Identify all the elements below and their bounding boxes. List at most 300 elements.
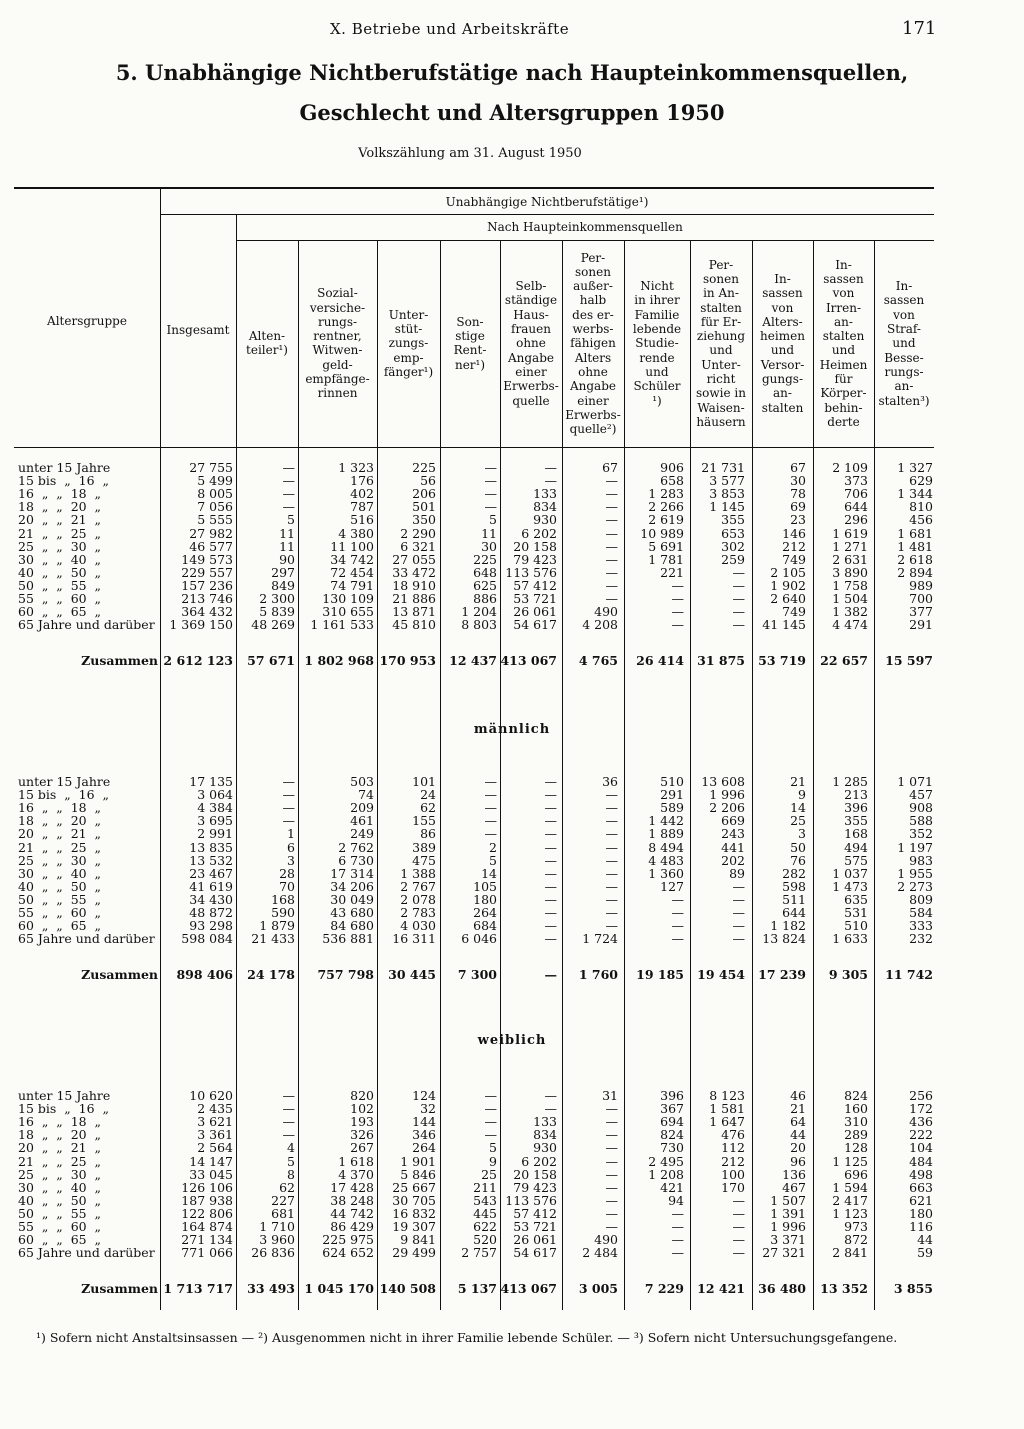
- table-cell: —: [605, 1153, 618, 1169]
- total-cell: 19 454: [697, 967, 745, 983]
- table-cell: 5: [287, 512, 295, 528]
- total-cell: 7 229: [644, 1281, 684, 1297]
- table-cell: 8 005: [197, 486, 233, 502]
- table-cell: 1 197: [897, 839, 933, 855]
- table-cell: 834: [533, 499, 557, 515]
- table-cell: —: [732, 577, 745, 593]
- table-cell: 13 871: [392, 604, 436, 620]
- table-cell: —: [732, 1219, 745, 1234]
- table-cell: 213 746: [181, 591, 233, 606]
- total-cell: 15 597: [885, 653, 933, 669]
- table-cell: 76: [790, 852, 806, 868]
- column-header-line: frauen: [511, 322, 551, 337]
- total-cell: 33 493: [247, 1281, 295, 1297]
- header-rule-2: [236, 240, 934, 241]
- table-cell: 2 762: [338, 839, 374, 855]
- table-cell: —: [671, 591, 684, 606]
- age-group-label: 20 „ „ 21 „: [18, 512, 102, 528]
- total-cell: 12 437: [449, 653, 497, 669]
- table-cell: 355: [721, 512, 745, 528]
- table-cell: 2 618: [897, 551, 933, 567]
- table-cell: 1 382: [832, 604, 868, 620]
- age-group-label: 60 „ „ 65 „: [18, 1232, 102, 1248]
- total-cell: 26 414: [636, 653, 684, 669]
- table-cell: 622: [473, 1219, 497, 1234]
- table-cell: 96: [790, 1153, 806, 1169]
- table-cell: 1 647: [709, 1114, 745, 1130]
- table-cell: 8 494: [648, 839, 684, 855]
- table-cell: 4 208: [582, 617, 618, 633]
- column-header: [160, 323, 236, 337]
- table-cell: 202: [721, 852, 745, 868]
- table-cell: 9: [798, 787, 806, 803]
- table-cell: 2 640: [770, 591, 806, 606]
- table-cell: 484: [909, 1153, 933, 1169]
- table-cell: 510: [844, 918, 868, 934]
- column-header-line: stalten: [822, 329, 865, 344]
- table-cell: —: [544, 826, 557, 842]
- table-cell: —: [282, 1088, 295, 1103]
- table-cell: 62: [279, 1179, 295, 1195]
- total-cell: 36 480: [758, 1281, 806, 1297]
- table-cell: 644: [782, 905, 806, 920]
- table-cell: 53 721: [513, 591, 557, 606]
- table-cell: 310: [844, 1114, 868, 1130]
- table-cell: 8 123: [709, 1088, 745, 1103]
- section-label-männlich: männlich: [473, 722, 551, 737]
- table-cell: 4 030: [400, 918, 436, 934]
- table-cell: —: [544, 918, 557, 934]
- table-cell: —: [484, 774, 497, 789]
- table-cell: 629: [909, 473, 933, 489]
- table-cell: 700: [909, 591, 933, 606]
- table-cell: 291: [660, 787, 684, 803]
- table-cell: 17 428: [330, 1179, 374, 1195]
- table-cell: —: [544, 774, 557, 789]
- column-header-line: ohne: [516, 336, 546, 351]
- table-cell: 2 619: [648, 512, 684, 528]
- table-cell: 3 577: [709, 473, 745, 489]
- table-cell: 3 371: [770, 1232, 806, 1248]
- table-cell: —: [671, 1245, 684, 1261]
- table-cell: —: [732, 891, 745, 907]
- table-cell: 1 879: [259, 918, 295, 934]
- table-cell: —: [671, 905, 684, 920]
- table-cell: —: [484, 1101, 497, 1117]
- age-group-label: 50 „ „ 55 „: [18, 1205, 102, 1221]
- table-cell: —: [544, 800, 557, 816]
- table-cell: 1 204: [461, 604, 497, 620]
- age-group-label: unter 15 Jahre: [18, 460, 111, 475]
- table-cell: 2 300: [259, 591, 295, 606]
- table-cell: 213: [844, 787, 868, 803]
- table-cell: —: [544, 1101, 557, 1117]
- column-header-line: Selb-: [515, 279, 547, 294]
- column-header-line: einer: [515, 364, 547, 379]
- table-cell: 476: [721, 1127, 745, 1143]
- table-cell: 100: [721, 1166, 745, 1182]
- table-cell: —: [732, 878, 745, 894]
- table-cell: 168: [271, 891, 295, 907]
- table-cell: 67: [602, 460, 618, 475]
- table-cell: 4 380: [338, 525, 374, 541]
- total-cell: 413 067: [500, 1281, 557, 1297]
- column-header-line: In-: [835, 257, 852, 272]
- table-cell: 69: [790, 499, 806, 515]
- table-cell: 872: [844, 1232, 868, 1248]
- column-header-line: Rent-: [453, 343, 487, 358]
- table-cell: 267: [350, 1140, 374, 1156]
- table-cell: 3 853: [709, 486, 745, 502]
- table-cell: 243: [721, 826, 745, 842]
- table-cell: 212: [782, 538, 806, 554]
- table-cell: 62: [420, 800, 436, 816]
- table-cell: 1 125: [832, 1153, 868, 1169]
- total-cell: 2 612 123: [163, 653, 233, 669]
- table-cell: 30: [481, 538, 497, 554]
- table-cell: —: [282, 1127, 295, 1143]
- table-cell: 122 806: [181, 1205, 233, 1221]
- table-cell: 104: [909, 1140, 933, 1156]
- table-cell: 16 832: [392, 1205, 436, 1221]
- table-cell: 27 321: [762, 1245, 806, 1261]
- column-header-line: ziehung: [696, 329, 746, 344]
- table-cell: 1 327: [897, 460, 933, 475]
- total-cell: 5 137: [457, 1281, 497, 1297]
- table-cell: 113 576: [505, 1192, 557, 1208]
- table-cell: 1 123: [832, 1205, 868, 1221]
- column-header-line: Haus-: [513, 307, 549, 322]
- table-cell: 2 631: [832, 551, 868, 567]
- table-cell: 9 841: [400, 1232, 436, 1248]
- table-cell: 3 064: [197, 787, 233, 803]
- table-cell: —: [605, 839, 618, 855]
- table-cell: 663: [909, 1179, 933, 1195]
- column-header-line: gungs-: [761, 372, 804, 387]
- table-cell: 373: [844, 473, 868, 489]
- column-header-line: sassen: [823, 271, 864, 286]
- total-cell: 3 855: [893, 1281, 933, 1297]
- column-header-line: fähigen: [570, 336, 616, 351]
- table-cell: 13 532: [189, 852, 233, 868]
- table-cell: 157 236: [181, 577, 233, 593]
- table-cell: 2 894: [897, 564, 933, 580]
- table-cell: 57 412: [513, 577, 557, 593]
- table-cell: 490: [594, 1232, 618, 1248]
- table-cell: —: [484, 460, 497, 475]
- age-group-label: 20 „ „ 21 „: [18, 826, 102, 842]
- table-cell: 694: [660, 1114, 684, 1130]
- column-header-line: Studie-: [635, 336, 679, 351]
- age-group-label: 30 „ „ 40 „: [18, 1179, 102, 1195]
- column-header-line: Erwerbs-: [503, 379, 559, 394]
- table-cell: 2 495: [648, 1153, 684, 1169]
- column-header: [236, 329, 298, 358]
- total-cell: 53 719: [758, 653, 806, 669]
- table-cell: 16 311: [392, 931, 436, 947]
- total-cell: 9 305: [828, 967, 868, 983]
- total-cell: 12 421: [697, 1281, 745, 1297]
- total-label: Zusammen: [81, 653, 158, 669]
- table-cell: 20: [790, 1140, 806, 1156]
- column-header-line: Insgesamt: [166, 323, 230, 338]
- table-cell: —: [544, 905, 557, 920]
- table-cell: 54 617: [513, 617, 557, 633]
- table-cell: —: [544, 852, 557, 868]
- table-cell: 86 429: [330, 1219, 374, 1234]
- table-cell: 3 890: [832, 564, 868, 580]
- column-header-line: Versor-: [760, 357, 805, 372]
- column-header-line: fänger¹): [383, 364, 434, 379]
- column-header: [813, 258, 874, 430]
- total-cell: 22 657: [820, 653, 868, 669]
- table-cell: 45 810: [392, 617, 436, 633]
- table-cell: 34 742: [330, 551, 374, 567]
- table-cell: 24: [420, 787, 436, 803]
- column-header: [500, 279, 562, 408]
- age-group-label: 55 „ „ 60 „: [18, 591, 102, 606]
- table-cell: —: [605, 918, 618, 934]
- table-cell: 501: [412, 499, 436, 515]
- table-cell: 809: [909, 891, 933, 907]
- table-cell: 2 105: [770, 564, 806, 580]
- table-cell: 27 982: [189, 525, 233, 541]
- age-group-label: 65 Jahre und darüber: [18, 1245, 155, 1261]
- table-cell: 1 619: [832, 525, 868, 541]
- table-cell: 771 066: [181, 1245, 233, 1261]
- table-top-rule: [14, 187, 934, 189]
- total-cell: 11 742: [885, 967, 933, 983]
- table-cell: 41 145: [762, 617, 806, 633]
- table-cell: 511: [782, 891, 806, 907]
- table-cell: 436: [909, 1114, 933, 1130]
- table-cell: —: [605, 865, 618, 881]
- column-header-line: des er-: [572, 307, 614, 322]
- age-group-label: 15 bis „ 16 „: [18, 1101, 109, 1117]
- column-header-line: sowie in: [696, 386, 746, 401]
- column-header-line: und: [709, 343, 733, 358]
- column-header-line: Erwerbs-: [565, 407, 621, 422]
- column-header-line: stige: [455, 329, 485, 344]
- table-cell: 635: [844, 891, 868, 907]
- column-header-line: Nicht: [640, 279, 674, 294]
- table-cell: 2 564: [197, 1140, 233, 1156]
- table-cell: 21 433: [251, 931, 295, 947]
- age-group-label: 15 bis „ 16 „: [18, 787, 109, 803]
- table-cell: 1 581: [709, 1101, 745, 1117]
- table-cell: —: [732, 1192, 745, 1208]
- table-cell: 72 454: [330, 564, 374, 580]
- column-header-line: ständige: [504, 293, 558, 308]
- table-cell: 1 889: [648, 826, 684, 842]
- column-header-line: quelle: [512, 393, 550, 408]
- total-cell: 1 760: [578, 967, 618, 983]
- table-cell: 11 100: [330, 538, 374, 554]
- table-cell: —: [732, 931, 745, 947]
- table-cell: 86: [420, 826, 436, 842]
- table-cell: —: [605, 787, 618, 803]
- column-header-line: ohne: [578, 364, 608, 379]
- table-cell: 193: [350, 1114, 374, 1130]
- table-cell: —: [732, 1245, 745, 1261]
- column-header-line: und: [645, 364, 669, 379]
- table-cell: 127: [660, 878, 684, 894]
- table-cell: 256: [909, 1088, 933, 1103]
- table-cell: 48 872: [189, 905, 233, 920]
- column-header-line: ner¹): [454, 357, 486, 372]
- age-group-label: unter 15 Jahre: [18, 774, 111, 789]
- table-cell: 8 803: [461, 617, 497, 633]
- table-cell: 989: [909, 577, 933, 593]
- table-cell: 14 147: [189, 1153, 233, 1169]
- table-cell: 46 577: [189, 538, 233, 554]
- table-cell: 2 484: [582, 1245, 618, 1261]
- table-cell: 1 504: [832, 591, 868, 606]
- column-header-line: In-: [774, 272, 791, 286]
- column-header-line: sassen: [762, 286, 803, 301]
- table-cell: 116: [909, 1219, 933, 1234]
- table-cell: —: [544, 865, 557, 881]
- table-cell: 209: [350, 800, 374, 816]
- table-cell: 983: [909, 852, 933, 868]
- table-cell: —: [605, 1219, 618, 1234]
- table-cell: —: [671, 918, 684, 934]
- table-cell: 684: [473, 918, 497, 934]
- column-header-line: Waisen-: [697, 400, 745, 415]
- table-cell: —: [544, 813, 557, 829]
- table-cell: 249: [350, 826, 374, 842]
- column-header-line: Per-: [708, 257, 734, 272]
- table-cell: 133: [533, 486, 557, 502]
- column-header-line: emp-: [393, 350, 424, 365]
- table-cell: 886: [473, 591, 497, 606]
- column-header-line: stalten: [700, 300, 742, 315]
- table-cell: 11: [481, 525, 497, 541]
- table-cell: —: [605, 577, 618, 593]
- table-cell: 105: [473, 878, 497, 894]
- column-header-line: empfänge-: [305, 372, 370, 387]
- column-header-line: Unter-: [388, 307, 429, 322]
- age-group-label: 25 „ „ 30 „: [18, 852, 102, 868]
- age-group-label: 21 „ „ 25 „: [18, 839, 102, 855]
- table-cell: 187 938: [181, 1192, 233, 1208]
- table-cell: 212: [721, 1153, 745, 1169]
- table-cell: —: [544, 878, 557, 894]
- table-cell: 172: [909, 1101, 933, 1117]
- table-cell: —: [732, 918, 745, 934]
- table-cell: 456: [909, 512, 933, 528]
- column-header-line: Straf-: [886, 322, 921, 337]
- table-cell: 2 266: [648, 499, 684, 515]
- table-cell: 30 705: [392, 1192, 436, 1208]
- table-cell: —: [484, 787, 497, 803]
- table-cell: 9: [489, 1153, 497, 1169]
- age-group-label: 16 „ „ 18 „: [18, 486, 102, 502]
- table-cell: 259: [721, 551, 745, 567]
- table-cell: 232: [909, 931, 933, 947]
- table-cell: 490: [594, 604, 618, 620]
- table-cell: —: [282, 774, 295, 789]
- age-group-label: 60 „ „ 65 „: [18, 604, 102, 620]
- age-group-label: 18 „ „ 20 „: [18, 1127, 102, 1143]
- column-header-line: Schüler: [633, 379, 681, 394]
- total-cell: 19 185: [636, 967, 684, 983]
- table-cell: 155: [412, 813, 436, 829]
- table-cell: 25 667: [392, 1179, 436, 1195]
- column-header: [562, 251, 624, 437]
- table-cell: 730: [660, 1140, 684, 1156]
- table-cell: —: [671, 577, 684, 593]
- total-cell: 24 178: [247, 967, 295, 983]
- running-head: X. Betriebe und Arbeitskräfte: [330, 20, 570, 38]
- table-cell: 2 417: [832, 1192, 868, 1208]
- column-header-line: werbs-: [572, 322, 614, 337]
- table-cell: 4 384: [197, 800, 233, 816]
- table-cell: —: [282, 787, 295, 803]
- table-cell: —: [605, 486, 618, 502]
- table-cell: 59: [917, 1245, 933, 1261]
- table-cell: 1 271: [832, 538, 868, 554]
- table-cell: 160: [844, 1101, 868, 1117]
- table-cell: —: [544, 931, 557, 947]
- table-cell: 26 836: [251, 1245, 295, 1261]
- column-header-line: Per-: [580, 250, 606, 265]
- table-cell: 5 846: [400, 1166, 436, 1182]
- table-cell: 4: [287, 1140, 295, 1156]
- table-cell: 264: [412, 1140, 436, 1156]
- column-header-line: Sozial-: [317, 286, 358, 301]
- table-cell: 4 483: [648, 852, 684, 868]
- table-cell: 396: [660, 1088, 684, 1103]
- table-cell: 44: [917, 1232, 933, 1248]
- table-cell: 21 731: [701, 460, 745, 475]
- table-cell: —: [605, 538, 618, 554]
- table-cell: —: [671, 931, 684, 947]
- table-cell: 225: [473, 551, 497, 567]
- table-cell: 6 046: [461, 931, 497, 947]
- table-cell: 584: [909, 905, 933, 920]
- column-header-line: heimen: [760, 329, 805, 344]
- column-header-line: rinnen: [317, 386, 358, 401]
- column-header-line: und: [831, 343, 856, 358]
- table-cell: 1 391: [770, 1205, 806, 1221]
- table-cell: 2 273: [897, 878, 933, 894]
- column-header-line: für Er-: [700, 314, 742, 329]
- column-header-line: stalten: [761, 400, 804, 415]
- table-cell: 130 109: [322, 591, 374, 606]
- table-cell: 824: [844, 1088, 868, 1103]
- table-cell: 34 206: [330, 878, 374, 894]
- table-subtitle: Volkszählung am 31. August 1950: [358, 146, 582, 161]
- table-cell: 588: [909, 813, 933, 829]
- table-cell: —: [484, 1088, 497, 1103]
- column-header-line: Irren-: [825, 300, 862, 315]
- table-cell: 13 608: [701, 774, 745, 789]
- table-cell: —: [605, 1179, 618, 1195]
- table-cell: —: [605, 499, 618, 515]
- table-cell: —: [484, 486, 497, 502]
- age-group-label: unter 15 Jahre: [18, 1088, 111, 1103]
- table-cell: —: [605, 878, 618, 894]
- table-cell: 13 835: [189, 839, 233, 855]
- table-cell: 377: [909, 604, 933, 620]
- column-header-line: an-: [773, 386, 792, 401]
- table-cell: 696: [844, 1166, 868, 1182]
- column-header: [440, 315, 500, 372]
- table-cell: —: [605, 852, 618, 868]
- age-group-label: 30 „ „ 40 „: [18, 551, 102, 567]
- table-cell: 1 618: [338, 1153, 374, 1169]
